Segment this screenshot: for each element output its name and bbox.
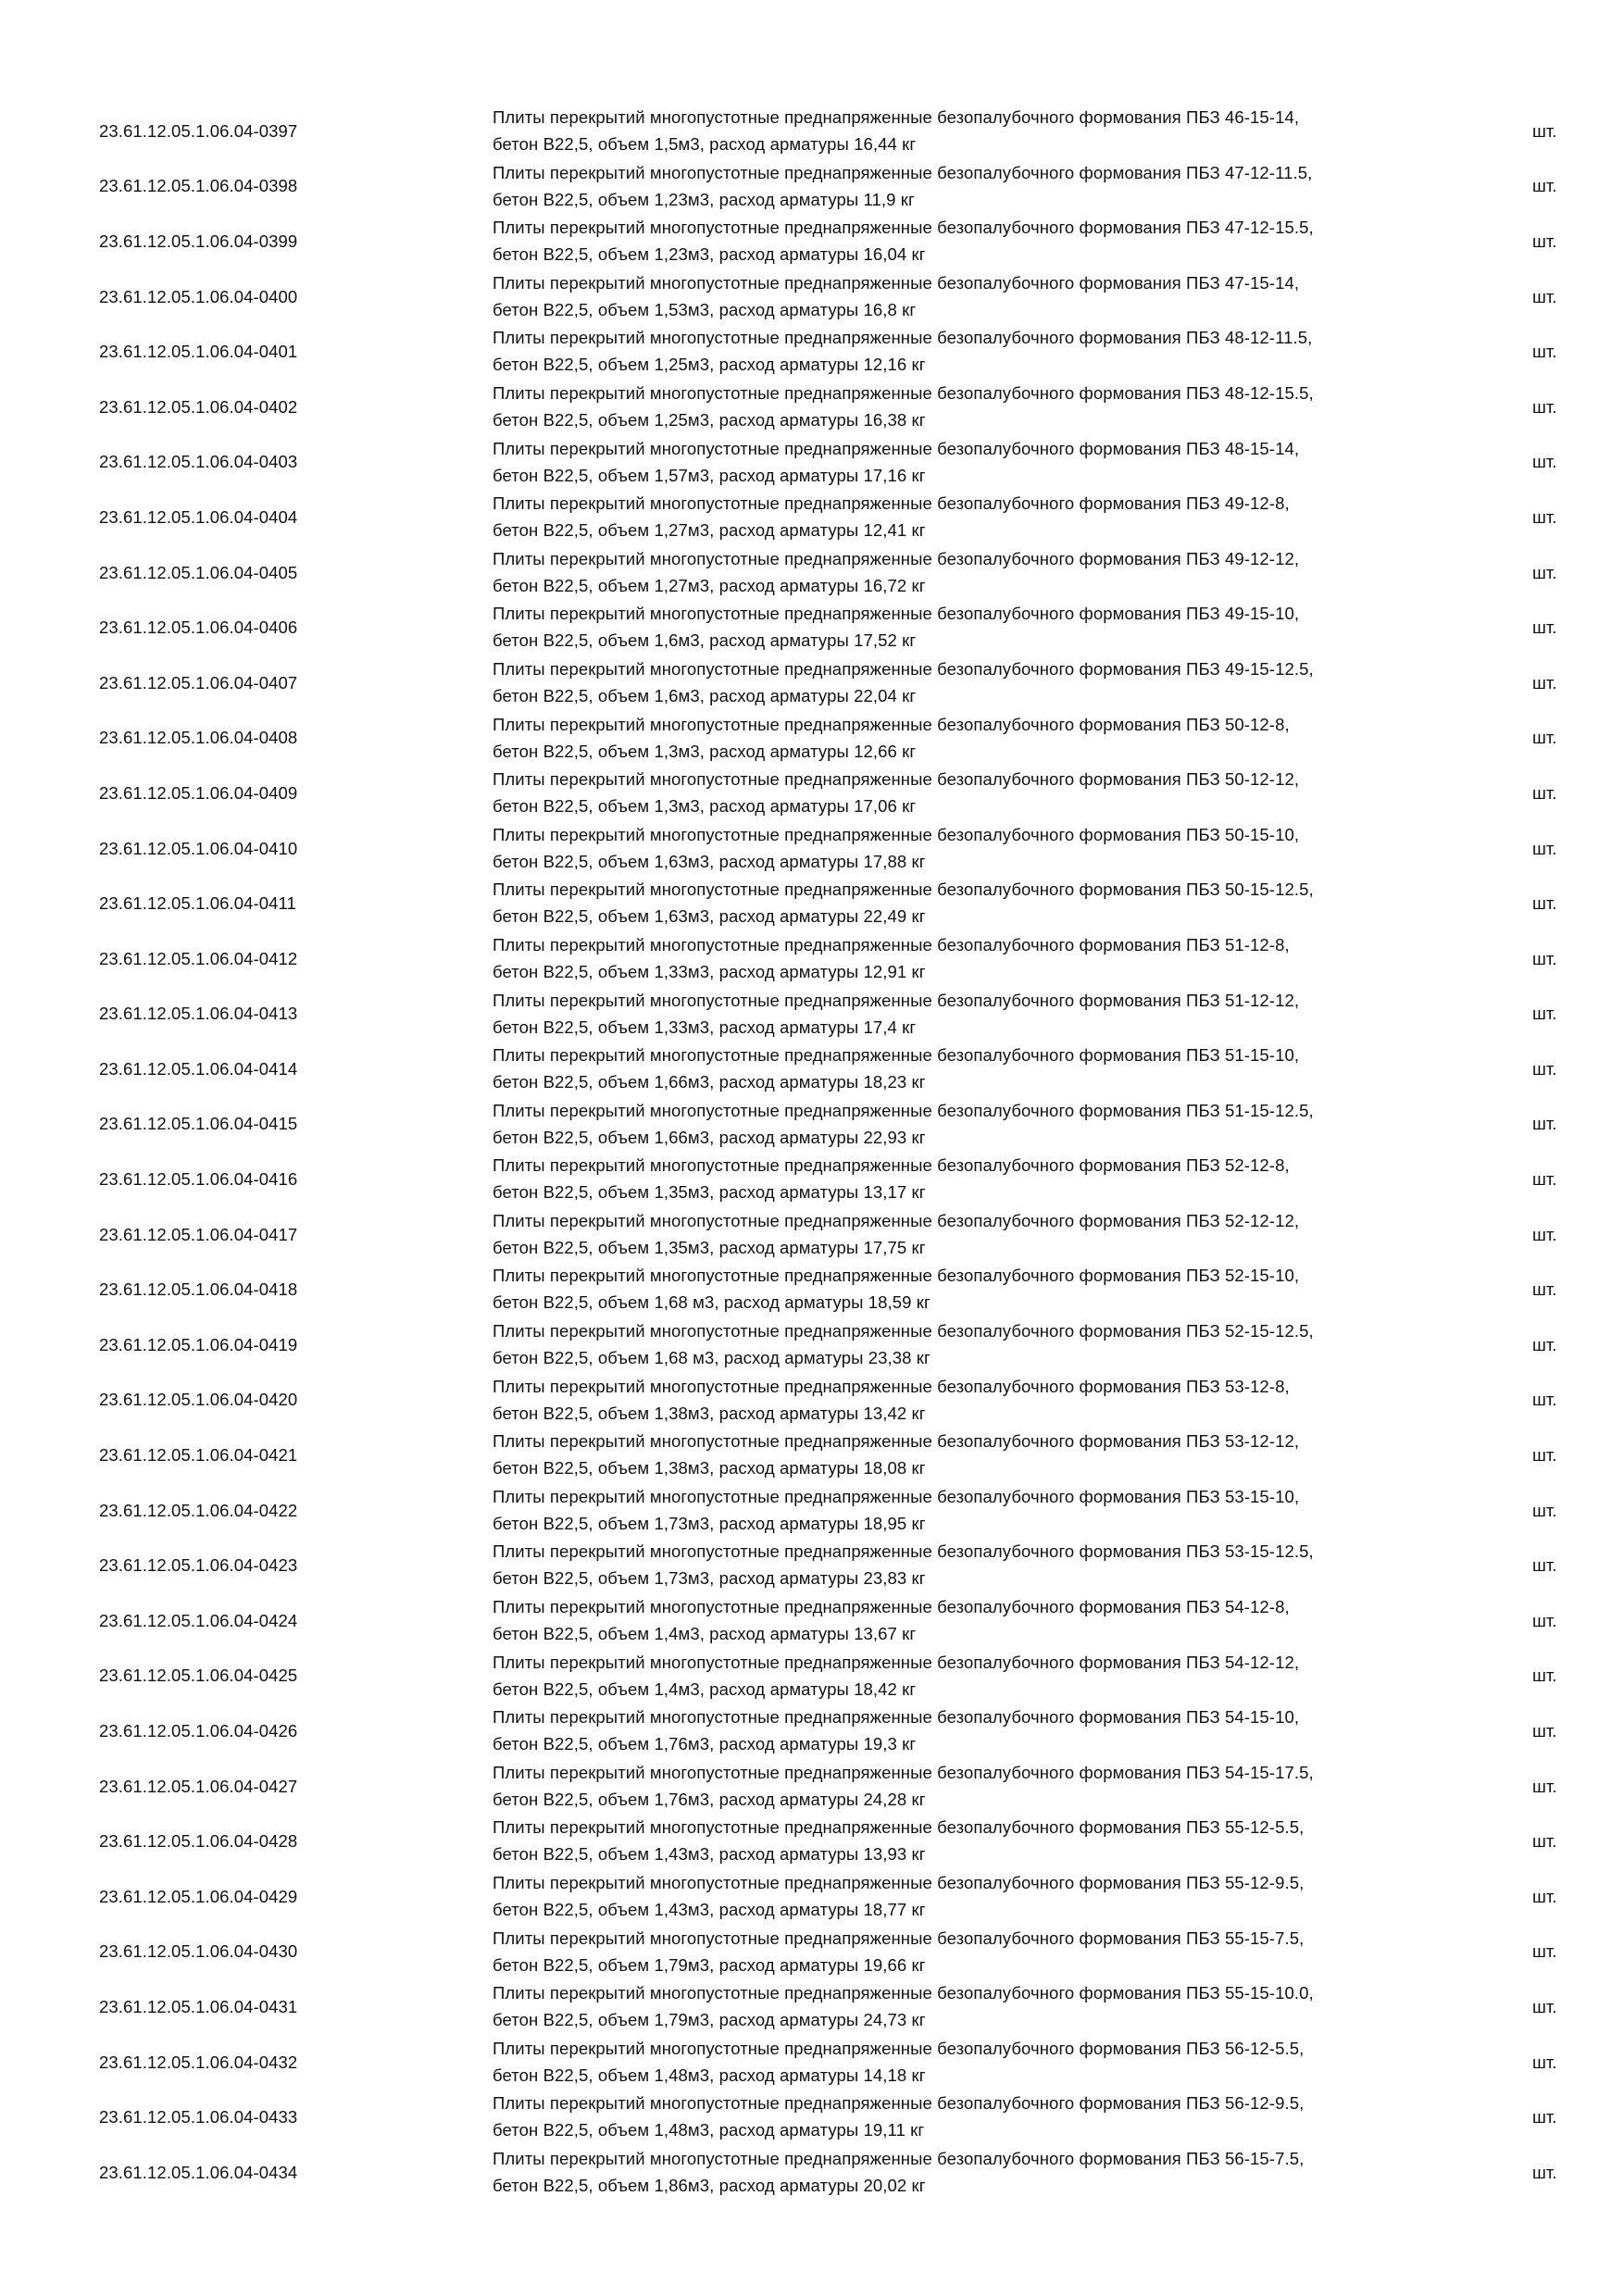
description-line-1: Плиты перекрытий многопустотные преднапряженные безопалубочного формования ПБЗ 53-12-12, [493, 1431, 1300, 1452]
resource-code: 23.61.12.05.1.06.04-0429 [99, 1886, 298, 1906]
table-row [0, 435, 1624, 491]
description-line-1: Плиты перекрытий многопустотные преднапряженные безопалубочного формования ПБЗ 55-15-7.5, [493, 1928, 1305, 1948]
description-line-2: бетон В22,5, объем 1,43м3, расход арматуры 18,77 кг [493, 1900, 926, 1919]
table-row [0, 104, 1624, 159]
resource-code: 23.61.12.05.1.06.04-0421 [99, 1445, 298, 1466]
unit-of-measure: шт. [1532, 2052, 1557, 2072]
resource-code: 23.61.12.05.1.06.04-0417 [99, 1224, 298, 1244]
description-line-2: бетон В22,5, объем 1,3м3, расход арматуры 12,66 кг [493, 741, 917, 761]
description-line-2: бетон В22,5, объем 1,6м3, расход арматуры 17,52 кг [493, 630, 917, 651]
resource-description [493, 1317, 1493, 1373]
resource-code: 23.61.12.05.1.06.04-0407 [99, 672, 298, 693]
resource-description [493, 1649, 1493, 1704]
description-line-1: Плиты перекрытий многопустотные преднапряженные безопалубочного формования ПБЗ 55-12-9.5, [493, 1873, 1305, 1892]
description-line-2: бетон В22,5, объем 1,35м3, расход арматуры 17,75 кг [493, 1237, 926, 1257]
table-row [0, 1207, 1624, 1263]
description-line-1: Плиты перекрытий многопустотные преднапряженные безопалубочного формования ПБЗ 51-12-12, [493, 990, 1300, 1010]
description-line-2: бетон В22,5, объем 1,79м3, расход арматуры 24,73 кг [493, 2010, 926, 2030]
resource-description [493, 104, 1493, 159]
unit-of-measure: шт. [1532, 1390, 1557, 1410]
description-line-1: Плиты перекрытий многопустотные преднапряженные безопалубочного формования ПБЗ 52-12-8, [493, 1155, 1290, 1176]
resource-code: 23.61.12.05.1.06.04-0397 [99, 120, 298, 141]
unit-of-measure: шт. [1532, 893, 1557, 914]
unit-of-measure: шт. [1532, 506, 1557, 527]
resource-description [493, 490, 1493, 545]
resource-code: 23.61.12.05.1.06.04-0425 [99, 1666, 298, 1686]
description-line-2: бетон В22,5, объем 1,3м3, расход арматуры 17,06 кг [493, 796, 917, 817]
unit-of-measure: шт. [1532, 396, 1557, 417]
resource-code: 23.61.12.05.1.06.04-0416 [99, 1169, 298, 1190]
resource-description [493, 159, 1493, 215]
resource-code: 23.61.12.05.1.06.04-0414 [99, 1058, 298, 1079]
resource-description [493, 1869, 1493, 1925]
description-line-1: Плиты перекрытий многопустотные преднапряженные безопалубочного формования ПБЗ 55-15-10.0, [493, 1983, 1314, 2003]
description-line-1: Плиты перекрытий многопустотные преднапряженные безопалубочного формования ПБЗ 47-12-15.5, [493, 218, 1314, 238]
table-row [0, 1593, 1624, 1649]
resource-description [493, 2145, 1493, 2201]
table-row [0, 987, 1624, 1042]
unit-of-measure: шт. [1532, 948, 1557, 968]
unit-of-measure: шт. [1532, 1169, 1557, 1190]
unit-of-measure: шт. [1532, 2162, 1557, 2182]
resource-code: 23.61.12.05.1.06.04-0413 [99, 1004, 298, 1024]
description-line-1: Плиты перекрытий многопустотные преднапряженные безопалубочного формования ПБЗ 50-15-12.5, [493, 880, 1314, 900]
resource-description [493, 1483, 1493, 1539]
unit-of-measure: шт. [1532, 618, 1557, 638]
unit-of-measure: шт. [1532, 1721, 1557, 1741]
resource-description [493, 821, 1493, 877]
description-line-1: Плиты перекрытий многопустотные преднапряженные безопалубочного формования ПБЗ 50-12-12, [493, 769, 1300, 790]
unit-of-measure: шт. [1532, 1004, 1557, 1024]
description-line-1: Плиты перекрытий многопустотные преднапряженные безопалубочного формования ПБЗ 47-15-14, [493, 272, 1300, 293]
table-row [0, 711, 1624, 767]
description-line-1: Плиты перекрытий многопустотные преднапряженные безопалубочного формования ПБЗ 51-12-8, [493, 934, 1290, 955]
resource-description [493, 711, 1493, 767]
description-line-1: Плиты перекрытий многопустотные преднапряженные безопалубочного формования ПБЗ 49-15-12.5, [493, 658, 1314, 679]
resource-description [493, 1925, 1493, 1980]
table-row [0, 1152, 1624, 1207]
description-line-2: бетон В22,5, объем 1,35м3, расход арматуры 13,17 кг [493, 1182, 926, 1203]
resource-code: 23.61.12.05.1.06.04-0412 [99, 948, 298, 968]
table-row [0, 1428, 1624, 1483]
description-line-1: Плиты перекрытий многопустотные преднапряженные безопалубочного формования ПБЗ 46-15-14, [493, 107, 1300, 127]
unit-of-measure: шт. [1532, 2107, 1557, 2128]
description-line-2: бетон В22,5, объем 1,25м3, расход арматуры 16,38 кг [493, 409, 926, 430]
unit-of-measure: шт. [1532, 1666, 1557, 1686]
description-line-2: бетон В22,5, объем 1,6м3, расход арматуры 22,04 кг [493, 685, 917, 705]
table-row [0, 600, 1624, 655]
table-row [0, 269, 1624, 325]
resource-code: 23.61.12.05.1.06.04-0430 [99, 1941, 298, 1962]
description-line-1: Плиты перекрытий многопустотные преднапряженные безопалубочного формования ПБЗ 48-12-15.5, [493, 382, 1314, 403]
description-line-2: бетон В22,5, объем 1,4м3, расход арматуры 18,42 кг [493, 1678, 917, 1699]
unit-of-measure: шт. [1532, 1886, 1557, 1906]
description-line-1: Плиты перекрытий многопустотные преднапряженные безопалубочного формования ПБЗ 56-15-7.5, [493, 2148, 1305, 2168]
resource-table [0, 104, 1624, 2201]
unit-of-measure: шт. [1532, 1996, 1557, 2016]
resource-code: 23.61.12.05.1.06.04-0422 [99, 1500, 298, 1520]
table-row [0, 2090, 1624, 2145]
table-row [0, 545, 1624, 601]
unit-of-measure: шт. [1532, 342, 1557, 362]
description-line-1: Плиты перекрытий многопустотные преднапряженные безопалубочного формования ПБЗ 54-12-12, [493, 1652, 1300, 1672]
table-row [0, 1979, 1624, 2035]
resource-code: 23.61.12.05.1.06.04-0401 [99, 342, 298, 362]
table-row [0, 931, 1624, 987]
table-row [0, 1759, 1624, 1815]
table-row [0, 324, 1624, 380]
description-line-2: бетон В22,5, объем 1,68 м3, расход арматуры 18,59 кг [493, 1292, 931, 1313]
table-row [0, 214, 1624, 269]
resource-description [493, 1207, 1493, 1263]
resource-description [493, 1538, 1493, 1593]
resource-code: 23.61.12.05.1.06.04-0410 [99, 838, 298, 858]
description-line-1: Плиты перекрытий многопустотные преднапряженные безопалубочного формования ПБЗ 52-12-12, [493, 1210, 1300, 1230]
resource-description [493, 1373, 1493, 1429]
unit-of-measure: шт. [1532, 1610, 1557, 1630]
resource-description [493, 766, 1493, 821]
unit-of-measure: шт. [1532, 1279, 1557, 1300]
description-line-1: Плиты перекрытий многопустотные преднапряженные безопалубочного формования ПБЗ 48-12-11.5, [493, 328, 1313, 348]
description-line-2: бетон В22,5, объем 1,27м3, расход арматуры 12,41 кг [493, 520, 926, 541]
resource-code: 23.61.12.05.1.06.04-0419 [99, 1334, 298, 1354]
resource-description [493, 1152, 1493, 1207]
resource-description [493, 987, 1493, 1042]
description-line-1: Плиты перекрытий многопустотные преднапряженные безопалубочного формования ПБЗ 55-12-5.5, [493, 1817, 1305, 1838]
unit-of-measure: шт. [1532, 231, 1557, 251]
resource-description [493, 269, 1493, 325]
resource-code: 23.61.12.05.1.06.04-0402 [99, 396, 298, 417]
resource-code: 23.61.12.05.1.06.04-0406 [99, 618, 298, 638]
description-line-2: бетон В22,5, объем 1,33м3, расход арматуры 12,91 кг [493, 961, 926, 981]
resource-description [493, 324, 1493, 380]
unit-of-measure: шт. [1532, 1555, 1557, 1576]
resource-code: 23.61.12.05.1.06.04-0427 [99, 1776, 298, 1796]
resource-description [493, 1262, 1493, 1317]
resource-description [493, 931, 1493, 987]
description-line-2: бетон В22,5, объем 1,5м3, расход арматуры 16,44 кг [493, 134, 917, 154]
description-line-2: бетон В22,5, объем 1,48м3, расход арматуры 19,11 кг [493, 2120, 925, 2140]
resource-description [493, 1814, 1493, 1869]
description-line-2: бетон В22,5, объем 1,53м3, расход арматуры 16,8 кг [493, 299, 917, 319]
description-line-2: бетон В22,5, объем 1,27м3, расход арматуры 16,72 кг [493, 575, 926, 595]
table-row [0, 1538, 1624, 1593]
resource-code: 23.61.12.05.1.06.04-0432 [99, 2052, 298, 2072]
table-row [0, 1703, 1624, 1759]
table-row [0, 1042, 1624, 1097]
description-line-1: Плиты перекрытий многопустотные преднапряженные безопалубочного формования ПБЗ 49-12-12, [493, 548, 1300, 568]
description-line-1: Плиты перекрытий многопустотные преднапряженные безопалубочного формования ПБЗ 56-12-5.5, [493, 2038, 1305, 2058]
resource-code: 23.61.12.05.1.06.04-0408 [99, 728, 298, 748]
description-line-2: бетон В22,5, объем 1,4м3, расход арматуры 13,67 кг [493, 1624, 917, 1644]
description-line-1: Плиты перекрытий многопустотные преднапряженные безопалубочного формования ПБЗ 50-12-8, [493, 714, 1290, 734]
resource-code: 23.61.12.05.1.06.04-0423 [99, 1555, 298, 1576]
description-line-2: бетон В22,5, объем 1,76м3, расход арматуры 19,3 кг [493, 1734, 917, 1754]
resource-description [493, 2035, 1493, 2090]
resource-code: 23.61.12.05.1.06.04-0398 [99, 176, 298, 196]
description-line-2: бетон В22,5, объем 1,66м3, расход арматуры 22,93 кг [493, 1127, 926, 1147]
unit-of-measure: шт. [1532, 286, 1557, 306]
table-row [0, 2035, 1624, 2090]
table-row [0, 766, 1624, 821]
table-row [0, 2145, 1624, 2201]
description-line-1: Плиты перекрытий многопустотные преднапряженные безопалубочного формования ПБЗ 49-15-10, [493, 604, 1300, 624]
resource-description [493, 214, 1493, 269]
table-row [0, 1097, 1624, 1153]
resource-description [493, 545, 1493, 601]
description-line-2: бетон В22,5, объем 1,79м3, расход арматуры 19,66 кг [493, 1954, 926, 1975]
unit-of-measure: шт. [1532, 838, 1557, 858]
description-line-2: бетон В22,5, объем 1,38м3, расход арматуры 18,08 кг [493, 1458, 926, 1479]
description-line-2: бетон В22,5, объем 1,86м3, расход арматуры 20,02 кг [493, 2175, 926, 2195]
description-line-1: Плиты перекрытий многопустотные преднапряженные безопалубочного формования ПБЗ 50-15-10, [493, 824, 1300, 844]
description-line-1: Плиты перекрытий многопустотные преднапряженные безопалубочного формования ПБЗ 53-12-8, [493, 1376, 1290, 1396]
resource-description [493, 1428, 1493, 1483]
description-line-2: бетон В22,5, объем 1,23м3, расход арматуры 11,9 кг [493, 189, 915, 209]
resource-description [493, 1703, 1493, 1759]
resource-description [493, 1042, 1493, 1097]
table-row [0, 1649, 1624, 1704]
resource-code: 23.61.12.05.1.06.04-0420 [99, 1390, 298, 1410]
unit-of-measure: шт. [1532, 1058, 1557, 1079]
unit-of-measure: шт. [1532, 1334, 1557, 1354]
unit-of-measure: шт. [1532, 1500, 1557, 1520]
description-line-2: бетон В22,5, объем 1,48м3, расход арматуры 14,18 кг [493, 2065, 926, 2085]
description-line-1: Плиты перекрытий многопустотные преднапряженные безопалубочного формования ПБЗ 52-15-10, [493, 1266, 1300, 1286]
resource-code: 23.61.12.05.1.06.04-0400 [99, 286, 298, 306]
unit-of-measure: шт. [1532, 1831, 1557, 1852]
resource-description [493, 435, 1493, 491]
unit-of-measure: шт. [1532, 562, 1557, 582]
resource-code: 23.61.12.05.1.06.04-0411 [99, 893, 296, 914]
unit-of-measure: шт. [1532, 1941, 1557, 1962]
description-line-2: бетон В22,5, объем 1,66м3, расход арматуры 18,23 кг [493, 1072, 926, 1092]
resource-code: 23.61.12.05.1.06.04-0418 [99, 1279, 298, 1300]
resource-code: 23.61.12.05.1.06.04-0415 [99, 1114, 298, 1134]
resource-code: 23.61.12.05.1.06.04-0424 [99, 1610, 298, 1630]
description-line-1: Плиты перекрытий многопустотные преднапряженные безопалубочного формования ПБЗ 54-15-17.5, [493, 1762, 1314, 1782]
description-line-2: бетон В22,5, объем 1,68 м3, расход арматуры 23,38 кг [493, 1348, 931, 1368]
description-line-1: Плиты перекрытий многопустотные преднапряженные безопалубочного формования ПБЗ 54-12-8, [493, 1597, 1290, 1617]
unit-of-measure: шт. [1532, 176, 1557, 196]
unit-of-measure: шт. [1532, 1224, 1557, 1244]
table-row [0, 1262, 1624, 1317]
resource-code: 23.61.12.05.1.06.04-0404 [99, 506, 298, 527]
table-row [0, 490, 1624, 545]
resource-description [493, 1097, 1493, 1153]
table-row [0, 1373, 1624, 1429]
resource-code: 23.61.12.05.1.06.04-0399 [99, 231, 298, 251]
description-line-2: бетон В22,5, объем 1,43м3, расход арматуры 13,93 кг [493, 1844, 926, 1865]
table-row [0, 876, 1624, 931]
description-line-2: бетон В22,5, объем 1,63м3, расход арматуры 22,49 кг [493, 906, 926, 927]
unit-of-measure: шт. [1532, 1114, 1557, 1134]
description-line-2: бетон В22,5, объем 1,73м3, расход арматуры 18,95 кг [493, 1513, 926, 1533]
description-line-1: Плиты перекрытий многопустотные преднапряженные безопалубочного формования ПБЗ 53-15-10, [493, 1486, 1300, 1506]
resource-description [493, 2090, 1493, 2145]
description-line-2: бетон В22,5, объем 1,23м3, расход арматуры 16,04 кг [493, 244, 926, 265]
table-row [0, 380, 1624, 435]
description-line-2: бетон В22,5, объем 1,76м3, расход арматуры 24,28 кг [493, 1789, 926, 1809]
resource-description [493, 655, 1493, 711]
resource-description [493, 600, 1493, 655]
resource-code: 23.61.12.05.1.06.04-0409 [99, 782, 298, 803]
resource-description [493, 380, 1493, 435]
description-line-1: Плиты перекрытий многопустотные преднапряженные безопалубочного формования ПБЗ 53-15-12.5, [493, 1541, 1314, 1562]
table-row [0, 1483, 1624, 1539]
table-row [0, 1317, 1624, 1373]
description-line-2: бетон В22,5, объем 1,63м3, расход арматуры 17,88 кг [493, 851, 926, 871]
unit-of-measure: шт. [1532, 120, 1557, 141]
unit-of-measure: шт. [1532, 782, 1557, 803]
description-line-1: Плиты перекрытий многопустотные преднапряженные безопалубочного формования ПБЗ 56-12-9.5, [493, 2093, 1305, 2114]
unit-of-measure: шт. [1532, 672, 1557, 693]
table-row [0, 159, 1624, 215]
description-line-2: бетон В22,5, объем 1,25м3, расход арматуры 12,16 кг [493, 355, 926, 375]
resource-description [493, 1759, 1493, 1815]
description-line-1: Плиты перекрытий многопустотные преднапряженные безопалубочного формования ПБЗ 54-15-10, [493, 1707, 1300, 1728]
description-line-2: бетон В22,5, объем 1,33м3, расход арматуры 17,4 кг [493, 1017, 917, 1037]
unit-of-measure: шт. [1532, 1776, 1557, 1796]
table-row [0, 655, 1624, 711]
table-row [0, 1869, 1624, 1925]
resource-description [493, 1593, 1493, 1649]
description-line-1: Плиты перекрытий многопустотные преднапряженные безопалубочного формования ПБЗ 52-15-12.5, [493, 1321, 1314, 1341]
resource-code: 23.61.12.05.1.06.04-0403 [99, 452, 298, 472]
description-line-2: бетон В22,5, объем 1,38м3, расход арматуры 13,42 кг [493, 1403, 926, 1423]
description-line-1: Плиты перекрытий многопустотные преднапряженные безопалубочного формования ПБЗ 49-12-8, [493, 493, 1290, 514]
description-line-2: бетон В22,5, объем 1,57м3, расход арматуры 17,16 кг [493, 465, 926, 485]
table-row [0, 821, 1624, 877]
table-row [0, 1814, 1624, 1869]
resource-code: 23.61.12.05.1.06.04-0405 [99, 562, 298, 582]
resource-description [493, 1979, 1493, 2035]
unit-of-measure: шт. [1532, 728, 1557, 748]
description-line-1: Плиты перекрытий многопустотные преднапряженные безопалубочного формования ПБЗ 51-15-12.5, [493, 1100, 1314, 1120]
resource-code: 23.61.12.05.1.06.04-0433 [99, 2107, 298, 2128]
description-line-1: Плиты перекрытий многопустотные преднапряженные безопалубочного формования ПБЗ 47-12-11.5, [493, 162, 1313, 182]
resource-description [493, 876, 1493, 931]
resource-code: 23.61.12.05.1.06.04-0428 [99, 1831, 298, 1852]
description-line-1: Плиты перекрытий многопустотные преднапряженные безопалубочного формования ПБЗ 48-15-14, [493, 438, 1300, 458]
unit-of-measure: шт. [1532, 1445, 1557, 1466]
unit-of-measure: шт. [1532, 452, 1557, 472]
resource-code: 23.61.12.05.1.06.04-0431 [99, 1996, 298, 2016]
table-row [0, 1925, 1624, 1980]
resource-code: 23.61.12.05.1.06.04-0426 [99, 1721, 298, 1741]
description-line-1: Плиты перекрытий многопустотные преднапряженные безопалубочного формования ПБЗ 51-15-10, [493, 1045, 1300, 1066]
description-line-2: бетон В22,5, объем 1,73м3, расход арматуры 23,83 кг [493, 1568, 926, 1589]
resource-code: 23.61.12.05.1.06.04-0434 [99, 2162, 298, 2182]
